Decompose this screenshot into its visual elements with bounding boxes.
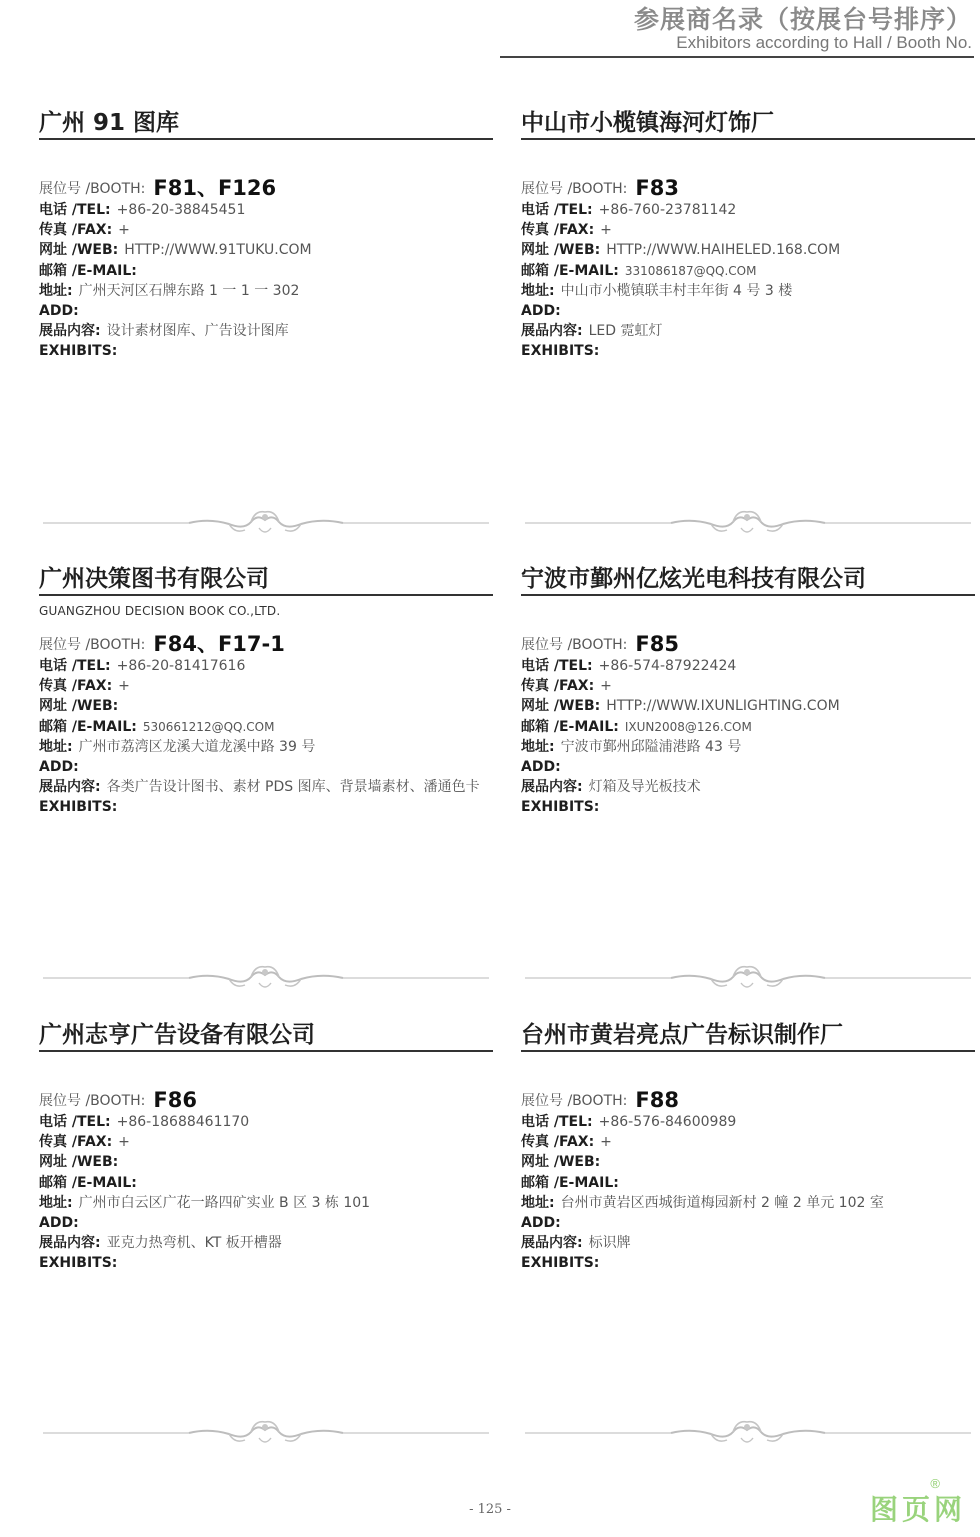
email-label: 邮箱 /E-MAIL: bbox=[39, 1174, 137, 1191]
address-label: 地址: bbox=[521, 738, 555, 755]
exhibitor-name: 台州市黄岩亮点广告标识制作厂 bbox=[521, 1022, 843, 1048]
tel-label: 电话 /TEL: bbox=[39, 1114, 111, 1130]
address-label: 地址: bbox=[521, 282, 555, 299]
exhibits-row bbox=[39, 1233, 493, 1253]
booth-label: 展位号 /BOOTH: bbox=[39, 637, 146, 653]
booth-row bbox=[521, 630, 975, 656]
booth-row bbox=[521, 174, 975, 200]
address-row bbox=[39, 281, 493, 301]
tel-label: 电话 /TEL: bbox=[521, 1114, 593, 1130]
tel-label: 电话 /TEL: bbox=[521, 658, 593, 674]
email-row bbox=[521, 717, 975, 737]
exhibits-row bbox=[521, 777, 975, 797]
email-value: 331086187@QQ.COM bbox=[624, 263, 757, 278]
booth-row bbox=[39, 174, 493, 200]
exhibits-en-label: EXHIBITS: bbox=[521, 343, 600, 360]
fax-label: 传真 /FAX: bbox=[39, 1134, 113, 1151]
tel-row bbox=[39, 1112, 493, 1132]
exhibitor-name: 宁波市鄞州亿炫光电科技有限公司 bbox=[521, 566, 866, 592]
add-label: ADD: bbox=[521, 303, 561, 320]
exhibits-en-row bbox=[39, 1253, 493, 1273]
exhibits-label: 展品内容: bbox=[521, 779, 583, 796]
exhibits-en-label: EXHIBITS: bbox=[521, 799, 600, 816]
email-value: IXUN2008@126.COM bbox=[624, 719, 752, 734]
booth-row bbox=[39, 1086, 493, 1112]
registered-mark: ® bbox=[930, 1476, 940, 1491]
page-header bbox=[0, 0, 980, 62]
fax-row bbox=[39, 220, 493, 240]
address-value: 中山市小榄镇联丰村丰年街 4 号 3 楼 bbox=[560, 282, 793, 299]
add-row bbox=[39, 757, 493, 777]
web-label: 网址 /WEB: bbox=[39, 1154, 119, 1171]
tel-value: +86-574-87922424 bbox=[598, 658, 737, 674]
booth-value: F83 bbox=[635, 176, 679, 200]
title-rule bbox=[39, 594, 493, 596]
booth-label: 展位号 /BOOTH: bbox=[521, 637, 628, 653]
exhibitor-name: 广州志亨广告设备有限公司 bbox=[39, 1022, 315, 1048]
tel-row bbox=[521, 656, 975, 676]
email-label: 邮箱 /E-MAIL: bbox=[39, 262, 137, 279]
exhibitor-entry bbox=[39, 560, 493, 1000]
title-rule bbox=[521, 138, 975, 140]
exhibits-label: 展品内容: bbox=[39, 323, 101, 340]
booth-row bbox=[521, 1086, 975, 1112]
exhibitor-name-en: GUANGZHOU DECISION BOOK CO.,LTD. bbox=[39, 604, 281, 618]
fax-label: 传真 /FAX: bbox=[521, 222, 595, 239]
ornament-divider bbox=[521, 963, 975, 993]
exhibits-en-label: EXHIBITS: bbox=[521, 1255, 600, 1272]
address-value: 宁波市鄞州邱隘浦港路 43 号 bbox=[560, 738, 742, 755]
web-value: HTTP://WWW.IXUNLIGHTING.COM bbox=[606, 698, 840, 715]
add-label: ADD: bbox=[521, 759, 561, 776]
add-label: ADD: bbox=[39, 1215, 79, 1232]
email-label: 邮箱 /E-MAIL: bbox=[39, 718, 137, 735]
exhibits-en-label: EXHIBITS: bbox=[39, 1255, 118, 1272]
web-label: 网址 /WEB: bbox=[39, 698, 119, 715]
exhibits-value: 标识牌 bbox=[588, 1235, 631, 1252]
booth-label: 展位号 /BOOTH: bbox=[39, 181, 146, 197]
address-label: 地址: bbox=[39, 738, 73, 755]
booth-value: F85 bbox=[635, 632, 679, 656]
booth-row bbox=[39, 630, 493, 656]
fax-value: + bbox=[118, 678, 130, 695]
booth-value: F88 bbox=[635, 1088, 679, 1112]
tel-value: +86-760-23781142 bbox=[598, 202, 737, 218]
address-value: 台州市黄岩区西城街道梅园新村 2 幢 2 单元 102 室 bbox=[560, 1194, 884, 1211]
tel-value: +86-18688461170 bbox=[116, 1114, 250, 1130]
fax-value: + bbox=[600, 1134, 612, 1151]
exhibits-label: 展品内容: bbox=[521, 323, 583, 340]
tel-value: +86-20-81417616 bbox=[116, 658, 246, 674]
fax-row bbox=[521, 1132, 975, 1152]
web-row bbox=[521, 1152, 975, 1172]
booth-value: F81、F126 bbox=[153, 176, 277, 200]
fax-label: 传真 /FAX: bbox=[39, 678, 113, 695]
exhibits-en-row bbox=[39, 797, 493, 817]
ornament-divider bbox=[521, 508, 975, 538]
web-label: 网址 /WEB: bbox=[39, 242, 119, 259]
page-title: 参展商名录（按展台号排序） bbox=[633, 5, 972, 34]
exhibits-en-label: EXHIBITS: bbox=[39, 343, 118, 360]
address-row bbox=[39, 737, 493, 757]
add-label: ADD: bbox=[39, 303, 79, 320]
fax-label: 传真 /FAX: bbox=[521, 678, 595, 695]
watermark-logo: 图页网 bbox=[869, 1493, 966, 1526]
web-row bbox=[521, 240, 975, 260]
web-row bbox=[39, 696, 493, 716]
web-row bbox=[521, 696, 975, 716]
address-value: 广州天河区石牌东路 1 一 1 一 302 bbox=[78, 282, 300, 299]
email-row bbox=[521, 1173, 975, 1193]
web-label: 网址 /WEB: bbox=[521, 242, 601, 259]
exhibitor-fields bbox=[39, 630, 493, 818]
web-row bbox=[39, 240, 493, 260]
tel-row bbox=[39, 200, 493, 220]
email-row bbox=[521, 261, 975, 281]
ornament-divider bbox=[39, 508, 493, 538]
email-row bbox=[39, 1173, 493, 1193]
exhibitor-entry bbox=[521, 560, 975, 1000]
tel-value: +86-20-38845451 bbox=[116, 202, 246, 218]
exhibits-value: 亚克力热弯机、KT 板开槽器 bbox=[106, 1235, 282, 1252]
booth-label: 展位号 /BOOTH: bbox=[521, 181, 628, 197]
email-label: 邮箱 /E-MAIL: bbox=[521, 1174, 619, 1191]
exhibits-value: 各类广告设计图书、素材 PDS 图库、背景墙素材、潘通色卡 bbox=[106, 779, 480, 796]
exhibits-value: 灯箱及导光板技术 bbox=[588, 779, 701, 796]
add-label: ADD: bbox=[521, 1215, 561, 1232]
exhibitor-fields bbox=[521, 174, 975, 362]
exhibitor-entry bbox=[521, 104, 975, 544]
email-row bbox=[39, 261, 493, 281]
exhibits-en-label: EXHIBITS: bbox=[39, 799, 118, 816]
add-label: ADD: bbox=[39, 759, 79, 776]
exhibitor-name: 中山市小榄镇海河灯饰厂 bbox=[521, 110, 774, 136]
ornament-divider bbox=[39, 963, 493, 993]
email-label: 邮箱 /E-MAIL: bbox=[521, 262, 619, 279]
exhibitor-fields bbox=[39, 174, 493, 362]
exhibits-row bbox=[521, 1233, 975, 1253]
title-rule bbox=[521, 594, 975, 596]
exhibits-value: 设计素材图库、广告设计图库 bbox=[106, 323, 289, 340]
exhibitor-fields bbox=[521, 1086, 975, 1274]
address-label: 地址: bbox=[521, 1194, 555, 1211]
web-label: 网址 /WEB: bbox=[521, 1154, 601, 1171]
header-rule bbox=[500, 56, 974, 58]
booth-label: 展位号 /BOOTH: bbox=[521, 1093, 628, 1109]
title-rule bbox=[39, 1050, 493, 1052]
booth-label: 展位号 /BOOTH: bbox=[39, 1093, 146, 1109]
exhibits-row bbox=[39, 777, 493, 797]
exhibits-row bbox=[521, 321, 975, 341]
exhibitor-entry bbox=[39, 1016, 493, 1456]
ornament-divider bbox=[39, 1418, 493, 1448]
exhibitor-name: 广州决策图书有限公司 bbox=[39, 566, 269, 592]
address-row bbox=[521, 1193, 975, 1213]
email-value: 530661212@QQ.COM bbox=[142, 719, 275, 734]
add-row bbox=[521, 1213, 975, 1233]
fax-value: + bbox=[118, 1134, 130, 1151]
fax-label: 传真 /FAX: bbox=[39, 222, 113, 239]
exhibitor-entry bbox=[39, 104, 493, 544]
tel-row bbox=[521, 1112, 975, 1132]
fax-row bbox=[39, 676, 493, 696]
exhibits-en-row bbox=[521, 797, 975, 817]
exhibits-label: 展品内容: bbox=[39, 1235, 101, 1252]
address-value: 广州市白云区广花一路四矿实业 B 区 3 栋 101 bbox=[78, 1194, 371, 1211]
address-row bbox=[39, 1193, 493, 1213]
exhibits-en-row bbox=[521, 1253, 975, 1273]
address-label: 地址: bbox=[39, 1194, 73, 1211]
tel-row bbox=[521, 200, 975, 220]
add-row bbox=[521, 301, 975, 321]
fax-label: 传真 /FAX: bbox=[521, 1134, 595, 1151]
tel-label: 电话 /TEL: bbox=[39, 658, 111, 674]
fax-row bbox=[39, 1132, 493, 1152]
add-row bbox=[39, 1213, 493, 1233]
fax-value: + bbox=[600, 222, 612, 239]
exhibitor-fields bbox=[39, 1086, 493, 1274]
exhibits-value: LED 霓虹灯 bbox=[588, 323, 663, 340]
tel-row bbox=[39, 656, 493, 676]
address-value: 广州市荔湾区龙溪大道龙溪中路 39 号 bbox=[78, 738, 316, 755]
email-row bbox=[39, 717, 493, 737]
web-label: 网址 /WEB: bbox=[521, 698, 601, 715]
web-row bbox=[39, 1152, 493, 1172]
ornament-divider bbox=[521, 1418, 975, 1448]
tel-label: 电话 /TEL: bbox=[39, 202, 111, 218]
web-value: HTTP://WWW.91TUKU.COM bbox=[124, 242, 312, 259]
exhibitor-name: 广州 91 图库 bbox=[39, 110, 180, 136]
address-row bbox=[521, 281, 975, 301]
fax-value: + bbox=[118, 222, 130, 239]
fax-row bbox=[521, 676, 975, 696]
exhibits-label: 展品内容: bbox=[521, 1235, 583, 1252]
add-row bbox=[39, 301, 493, 321]
title-rule bbox=[39, 138, 493, 140]
address-label: 地址: bbox=[39, 282, 73, 299]
tel-label: 电话 /TEL: bbox=[521, 202, 593, 218]
booth-value: F84、F17-1 bbox=[153, 632, 285, 656]
exhibitor-entry bbox=[521, 1016, 975, 1456]
page-subtitle: Exhibitors according to Hall / Booth No. bbox=[676, 33, 972, 52]
title-rule bbox=[521, 1050, 975, 1052]
page-number: - 125 - bbox=[469, 1502, 511, 1517]
tel-value: +86-576-84600989 bbox=[598, 1114, 737, 1130]
exhibits-row bbox=[39, 321, 493, 341]
exhibits-en-row bbox=[521, 341, 975, 361]
email-label: 邮箱 /E-MAIL: bbox=[521, 718, 619, 735]
fax-row bbox=[521, 220, 975, 240]
add-row bbox=[521, 757, 975, 777]
address-row bbox=[521, 737, 975, 757]
booth-value: F86 bbox=[153, 1088, 197, 1112]
exhibitor-fields bbox=[521, 630, 975, 818]
exhibits-en-row bbox=[39, 341, 493, 361]
exhibits-label: 展品内容: bbox=[39, 779, 101, 796]
fax-value: + bbox=[600, 678, 612, 695]
web-value: HTTP://WWW.HAIHELED.168.COM bbox=[606, 242, 841, 259]
